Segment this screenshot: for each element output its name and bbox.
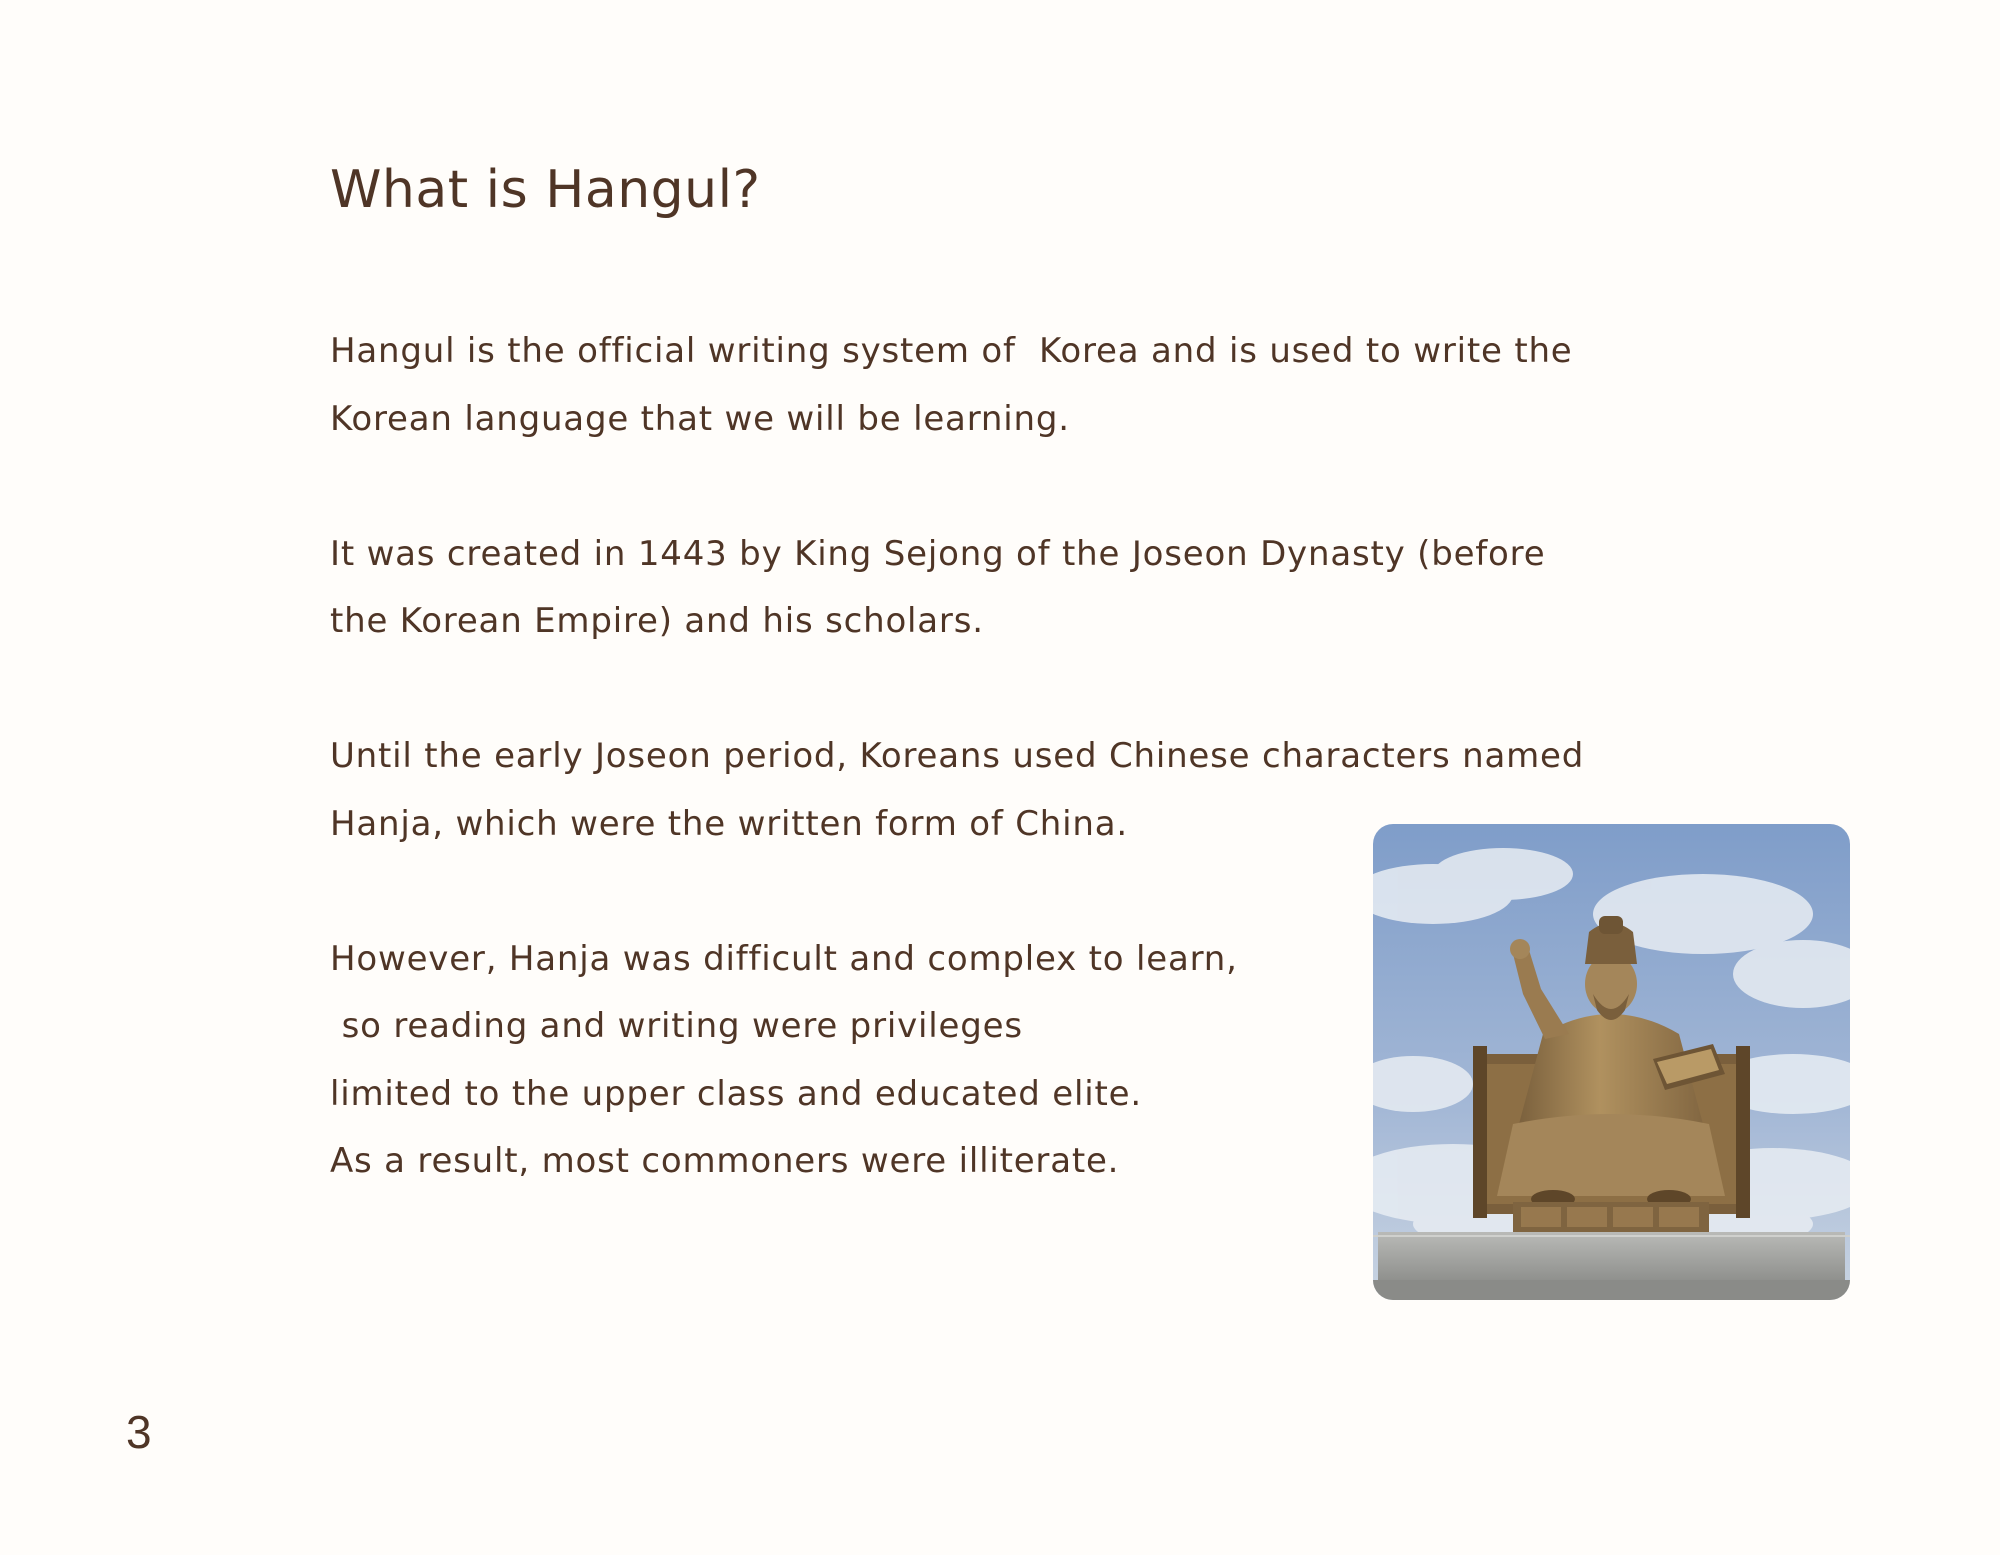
king-sejong-statue-photo [1373,824,1850,1300]
text-line: limited to the upper class and educated elite. [330,1073,1142,1114]
text-line: It was created in 1443 by King Sejong of the Joseon Dynasty (before [330,533,1546,574]
text-line: Korean language that we will be learning. [330,398,1070,439]
text-line: so reading and writing were privileges [330,1006,1023,1046]
text-line: the Korean Empire) and his scholars. [330,601,984,641]
paragraph [330,521,1710,656]
text-line: Hangul is the official writing system of Korea and is used to write the [330,331,1573,371]
page-title: What is Hangul? [330,160,761,220]
text-line: Until the early Joseon period, Koreans used Chinese characters named [330,736,1585,776]
statue-illustration [1373,824,1850,1300]
page-number: 3 [126,1406,152,1458]
text-line: As a result, most commoners were illiterate. [330,1141,1120,1181]
text-line: Hanja, which were the written form of China. [330,803,1128,844]
paragraph [330,318,1710,453]
text-line: However, Hanja was difficult and complex to learn, [330,938,1238,979]
